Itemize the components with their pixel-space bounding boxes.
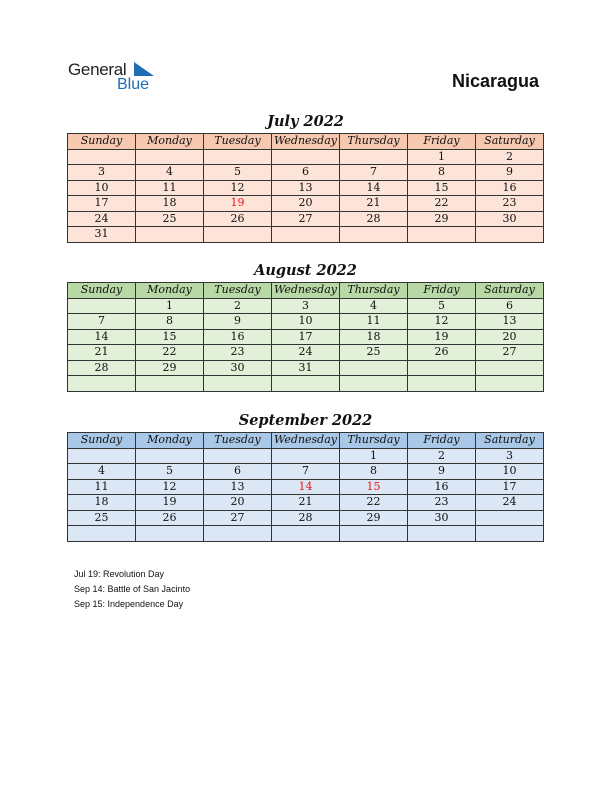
calendar-august xyxy=(67,282,544,392)
day-cell: 20 xyxy=(476,329,544,345)
country-title: Nicaragua xyxy=(451,71,539,91)
day-cell: 10 xyxy=(272,314,340,330)
day-cell: 31 xyxy=(272,360,340,376)
weekday-header: Tuesday xyxy=(204,134,272,150)
day-cell: 10 xyxy=(68,180,136,196)
day-cell: 10 xyxy=(476,464,544,480)
empty-day-cell xyxy=(136,526,204,542)
month-title-july: July 2022 xyxy=(267,113,344,130)
day-cell: 15 xyxy=(340,479,408,495)
week-row xyxy=(68,345,544,361)
day-cell: 8 xyxy=(408,165,476,181)
day-cell: 17 xyxy=(68,196,136,212)
week-row xyxy=(68,448,544,464)
empty-day-cell xyxy=(476,227,544,243)
week-row xyxy=(68,314,544,330)
day-cell: 11 xyxy=(340,314,408,330)
day-cell: 14 xyxy=(68,329,136,345)
week-row xyxy=(68,180,544,196)
day-cell: 8 xyxy=(340,464,408,480)
day-cell: 23 xyxy=(408,495,476,511)
week-row xyxy=(68,360,544,376)
day-cell: 28 xyxy=(272,510,340,526)
weekday-header: Monday xyxy=(136,283,204,299)
weekday-header: Friday xyxy=(408,134,476,150)
month-title-september: September 2022 xyxy=(238,412,373,429)
week-row xyxy=(68,196,544,212)
day-cell: 24 xyxy=(272,345,340,361)
day-cell: 13 xyxy=(272,180,340,196)
empty-day-cell xyxy=(340,526,408,542)
day-cell: 27 xyxy=(272,211,340,227)
weekday-header: Sunday xyxy=(68,134,136,150)
calendar-september xyxy=(67,432,544,542)
day-cell: 7 xyxy=(68,314,136,330)
day-cell: 23 xyxy=(476,196,544,212)
day-cell: 14 xyxy=(272,479,340,495)
week-row xyxy=(68,464,544,480)
empty-day-cell xyxy=(408,376,476,392)
empty-day-cell xyxy=(340,149,408,165)
day-cell: 24 xyxy=(476,495,544,511)
week-row xyxy=(68,298,544,314)
empty-day-cell xyxy=(136,448,204,464)
weekday-header-row xyxy=(68,433,544,449)
empty-day-cell xyxy=(204,526,272,542)
day-cell: 30 xyxy=(204,360,272,376)
day-cell: 4 xyxy=(68,464,136,480)
day-cell: 1 xyxy=(340,448,408,464)
month-title-august: August 2022 xyxy=(254,262,357,279)
day-cell: 6 xyxy=(476,298,544,314)
calendar-july xyxy=(67,133,544,243)
day-cell: 9 xyxy=(476,165,544,181)
day-cell: 26 xyxy=(136,510,204,526)
day-cell: 27 xyxy=(204,510,272,526)
day-cell: 28 xyxy=(68,360,136,376)
day-cell: 12 xyxy=(408,314,476,330)
day-cell: 2 xyxy=(476,149,544,165)
day-cell: 19 xyxy=(136,495,204,511)
logo-word-general: General xyxy=(68,60,127,79)
holiday-note: Jul 19: Revolution Day xyxy=(74,569,165,579)
empty-day-cell xyxy=(476,360,544,376)
empty-day-cell xyxy=(204,448,272,464)
day-cell: 5 xyxy=(408,298,476,314)
week-row xyxy=(68,227,544,243)
day-cell: 31 xyxy=(68,227,136,243)
day-cell: 25 xyxy=(136,211,204,227)
empty-day-cell xyxy=(408,227,476,243)
empty-day-cell xyxy=(68,376,136,392)
empty-day-cell xyxy=(204,227,272,243)
empty-day-cell xyxy=(476,526,544,542)
day-cell: 15 xyxy=(408,180,476,196)
empty-day-cell xyxy=(68,298,136,314)
day-cell: 22 xyxy=(408,196,476,212)
empty-day-cell xyxy=(68,149,136,165)
empty-day-cell xyxy=(476,376,544,392)
empty-day-cell xyxy=(340,376,408,392)
empty-day-cell xyxy=(68,526,136,542)
day-cell: 8 xyxy=(136,314,204,330)
weekday-header: Tuesday xyxy=(204,283,272,299)
day-cell: 29 xyxy=(340,510,408,526)
day-cell: 11 xyxy=(68,479,136,495)
day-cell: 4 xyxy=(340,298,408,314)
day-cell: 30 xyxy=(476,211,544,227)
weekday-header-row xyxy=(68,134,544,150)
day-cell: 20 xyxy=(204,495,272,511)
day-cell: 2 xyxy=(204,298,272,314)
empty-day-cell xyxy=(476,510,544,526)
logo-triangle-icon xyxy=(134,62,154,76)
weekday-header: Monday xyxy=(136,433,204,449)
weekday-header-row xyxy=(68,283,544,299)
day-cell: 3 xyxy=(476,448,544,464)
empty-day-cell xyxy=(340,360,408,376)
day-cell: 24 xyxy=(68,211,136,227)
week-row xyxy=(68,510,544,526)
day-cell: 9 xyxy=(408,464,476,480)
day-cell: 25 xyxy=(68,510,136,526)
empty-day-cell xyxy=(272,227,340,243)
day-cell: 22 xyxy=(136,345,204,361)
day-cell: 14 xyxy=(340,180,408,196)
weekday-header: Sunday xyxy=(68,283,136,299)
empty-day-cell xyxy=(204,149,272,165)
empty-day-cell xyxy=(136,227,204,243)
week-row xyxy=(68,526,544,542)
day-cell: 16 xyxy=(476,180,544,196)
holiday-notes xyxy=(74,567,190,612)
holiday-note: Sep 15: Independence Day xyxy=(74,599,184,609)
day-cell: 18 xyxy=(136,196,204,212)
week-row xyxy=(68,495,544,511)
weekday-header: Wednesday xyxy=(272,134,340,150)
empty-day-cell xyxy=(136,149,204,165)
day-cell: 22 xyxy=(340,495,408,511)
day-cell: 21 xyxy=(340,196,408,212)
day-cell: 5 xyxy=(136,464,204,480)
day-cell: 16 xyxy=(408,479,476,495)
week-row xyxy=(68,376,544,392)
day-cell: 25 xyxy=(340,345,408,361)
day-cell: 27 xyxy=(476,345,544,361)
empty-day-cell xyxy=(136,376,204,392)
day-cell: 18 xyxy=(340,329,408,345)
day-cell: 13 xyxy=(476,314,544,330)
day-cell: 3 xyxy=(272,298,340,314)
day-cell: 16 xyxy=(204,329,272,345)
day-cell: 4 xyxy=(136,165,204,181)
weekday-header: Thursday xyxy=(340,283,408,299)
weekday-header: Friday xyxy=(408,433,476,449)
day-cell: 17 xyxy=(476,479,544,495)
empty-day-cell xyxy=(340,227,408,243)
day-cell: 2 xyxy=(408,448,476,464)
day-cell: 6 xyxy=(204,464,272,480)
day-cell: 1 xyxy=(408,149,476,165)
day-cell: 19 xyxy=(204,196,272,212)
day-cell: 12 xyxy=(136,479,204,495)
weekday-header: Wednesday xyxy=(272,283,340,299)
day-cell: 29 xyxy=(408,211,476,227)
day-cell: 30 xyxy=(408,510,476,526)
day-cell: 29 xyxy=(136,360,204,376)
weekday-header: Friday xyxy=(408,283,476,299)
weekday-header: Sunday xyxy=(68,433,136,449)
day-cell: 1 xyxy=(136,298,204,314)
week-row xyxy=(68,211,544,227)
week-row xyxy=(68,479,544,495)
week-row xyxy=(68,329,544,345)
day-cell: 9 xyxy=(204,314,272,330)
day-cell: 7 xyxy=(340,165,408,181)
logo-word-blue: Blue xyxy=(117,76,150,93)
day-cell: 19 xyxy=(408,329,476,345)
day-cell: 28 xyxy=(340,211,408,227)
empty-day-cell xyxy=(68,448,136,464)
day-cell: 3 xyxy=(68,165,136,181)
day-cell: 23 xyxy=(204,345,272,361)
day-cell: 12 xyxy=(204,180,272,196)
weekday-header: Monday xyxy=(136,134,204,150)
weekday-header: Saturday xyxy=(476,433,544,449)
weekday-header: Thursday xyxy=(340,433,408,449)
week-row xyxy=(68,149,544,165)
day-cell: 7 xyxy=(272,464,340,480)
empty-day-cell xyxy=(408,526,476,542)
day-cell: 18 xyxy=(68,495,136,511)
day-cell: 13 xyxy=(204,479,272,495)
logo xyxy=(68,60,158,96)
day-cell: 11 xyxy=(136,180,204,196)
day-cell: 17 xyxy=(272,329,340,345)
weekday-header: Saturday xyxy=(476,283,544,299)
day-cell: 21 xyxy=(272,495,340,511)
weekday-header: Tuesday xyxy=(204,433,272,449)
holiday-note: Sep 14: Battle of San Jacinto xyxy=(74,584,191,594)
weekday-header: Wednesday xyxy=(272,433,340,449)
empty-day-cell xyxy=(204,376,272,392)
empty-day-cell xyxy=(408,360,476,376)
week-row xyxy=(68,165,544,181)
empty-day-cell xyxy=(272,448,340,464)
day-cell: 20 xyxy=(272,196,340,212)
weekday-header: Thursday xyxy=(340,134,408,150)
empty-day-cell xyxy=(272,149,340,165)
day-cell: 15 xyxy=(136,329,204,345)
empty-day-cell xyxy=(272,376,340,392)
day-cell: 26 xyxy=(204,211,272,227)
weekday-header: Saturday xyxy=(476,134,544,150)
day-cell: 5 xyxy=(204,165,272,181)
day-cell: 21 xyxy=(68,345,136,361)
day-cell: 6 xyxy=(272,165,340,181)
day-cell: 26 xyxy=(408,345,476,361)
empty-day-cell xyxy=(272,526,340,542)
